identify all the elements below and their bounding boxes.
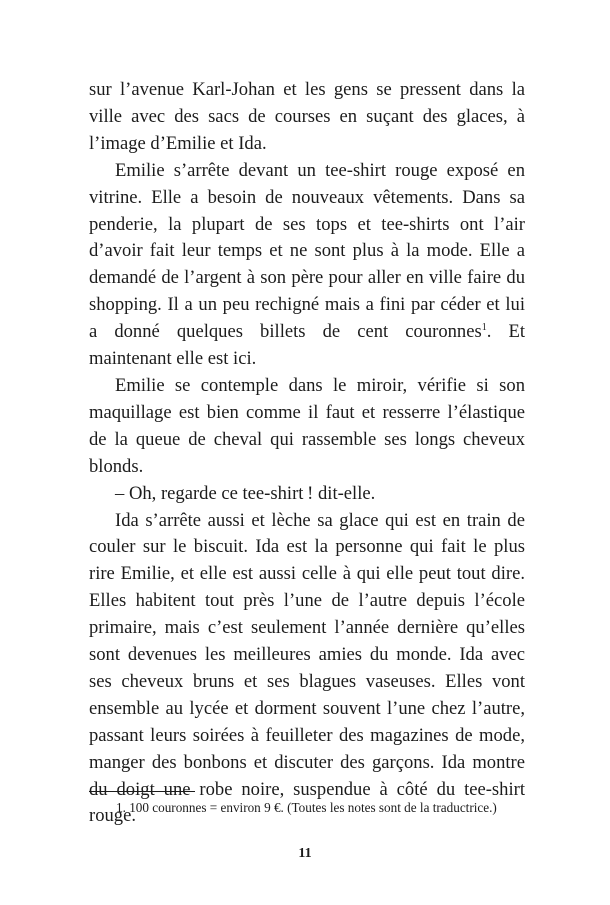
footnote-divider: [89, 791, 195, 792]
body-text: [89, 77, 525, 830]
paragraph-3: Emilie se contemple dans le miroir, vérifie si son maquillage est bien comme il faut et resserre l’élastique de la queue de cheval qui rassemble ses longs cheveux blonds.: [89, 374, 525, 477]
page-number: 11: [298, 846, 312, 861]
paragraph-2-end: . Et maintenant elle est ici.: [89, 321, 525, 370]
paragraph-5: Ida s’arrête aussi et lèche sa glace qui est en train de couler sur le biscuit. Ida est la personne qui fait le plus rire Emilie, et elle est aussi celle à qui elle peut tout dire. Elles habitent tout près l’une de l’autre depuis l’école primaire, mais c’est seulement l’année dernière qu’elles sont devenues les meilleures amies du monde. Ida avec ses cheveux bruns et ses blagues vaseuses. Elles vont ensemble au lycée et dorment souvent l’une chez l’autre, passant leurs soirées à feuilleter des magazines de mode, manger des bonbons et discuter des garçons. Ida montre du doigt une robe noire, suspendue à côté du tee-shirt rouge.: [89, 509, 525, 827]
paragraph-2: [89, 158, 525, 373]
paragraph-1: sur l’avenue Karl-Johan et les gens se pressent dans la ville avec des sacs de courses en suçant des glaces, à l’image d’Emilie et Ida.: [89, 79, 525, 154]
paragraph-2-text: Emilie s’arrête devant un tee-shirt rouge exposé en vitrine. Elle a besoin de nouveaux vêtements. Dans sa penderie, la plupart de ses tops et tee-shirts ont l’air d’avoir fait leur temps et ne sont plus à la mode. Elle a demandé de l’argent à son père pour aller en ville faire du shopping. Il a un peu rechigné mais a fini par céder et lui a donné quelques billets de cent couronnes: [89, 159, 525, 343]
footnote-reference: 1: [481, 322, 487, 334]
footnote: 1. 100 couronnes = environ 9 €. (Toutes les notes sont de la traductrice.): [116, 800, 497, 815]
paragraph-4-dialogue: – Oh, regarde ce tee-shirt ! dit-elle.: [115, 482, 376, 504]
